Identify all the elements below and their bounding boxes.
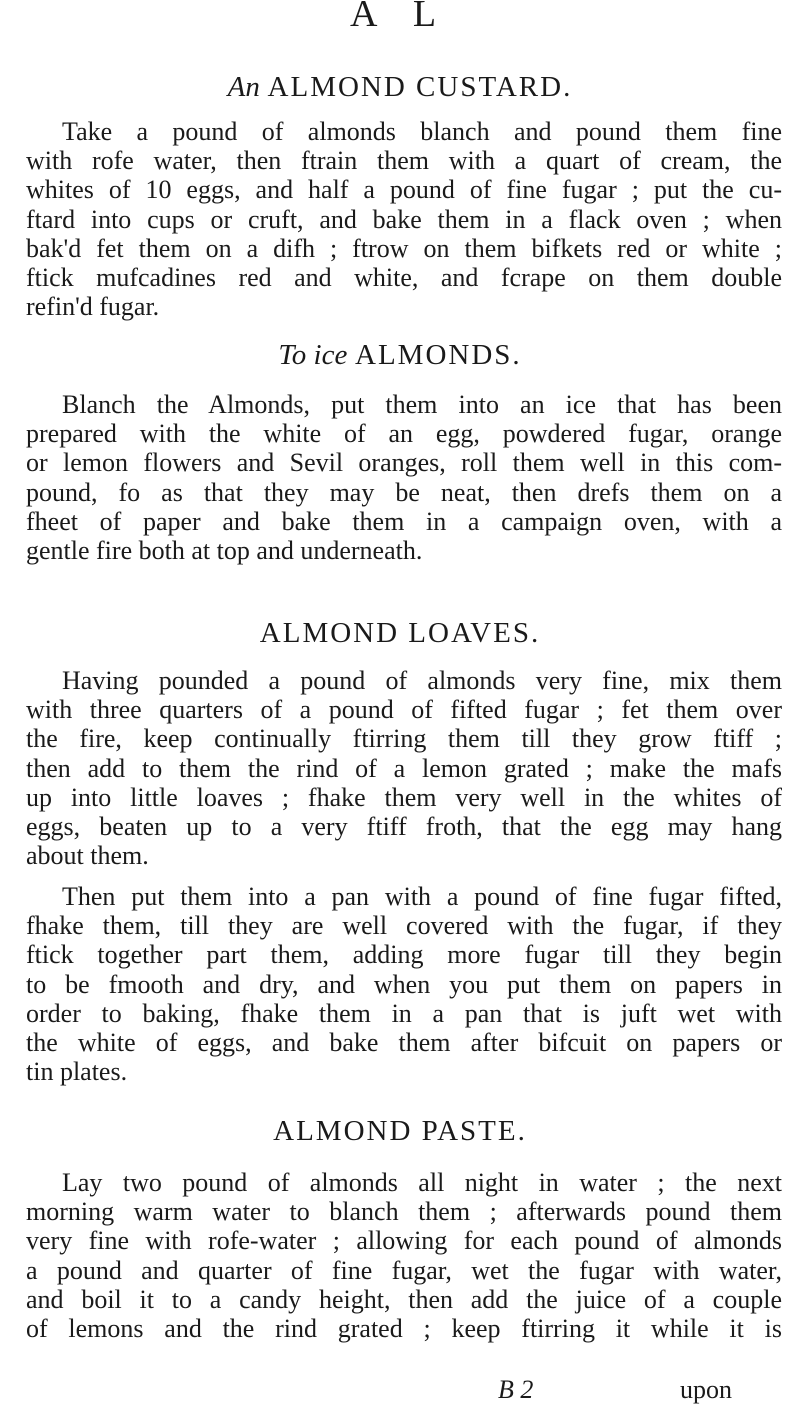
text-line: whites of 10 eggs, and half a pound of fine fugar ; put the cu- xyxy=(26,175,782,205)
paragraph-almond-loaves-1 xyxy=(26,666,782,870)
text-line: pound, fo as that they may be neat, then drefs them on a xyxy=(26,477,782,507)
text-line: the fire, keep continually ftirring them till they grow ftiff ; xyxy=(26,724,782,754)
text-line: Then put them into a pan with a pound of fine fugar fifted, xyxy=(62,882,782,911)
text-line: then add to them the rind of a lemon grated ; make the mafs xyxy=(26,753,782,783)
text-line: very fine with rofe-water ; allowing for each pound of almonds xyxy=(26,1226,782,1256)
catchword: upon xyxy=(680,1375,732,1404)
text-line: up into little loaves ; fhake them very well in the whites of xyxy=(26,782,782,812)
title-italic: An xyxy=(227,71,260,103)
section-title-almond-loaves: ALMOND LOAVES. xyxy=(259,617,541,649)
text-line: a pound and quarter of fine fugar, wet the fugar with water, xyxy=(26,1255,782,1285)
paragraph-almond-custard xyxy=(26,117,782,321)
running-head: A L xyxy=(349,0,451,35)
text-line: ftick mufcadines red and white, and fcrape on them double xyxy=(26,263,782,293)
text-line: tin plates. xyxy=(26,1057,128,1087)
text-line: morning warm water to blanch them ; afterwards pound them xyxy=(26,1197,782,1227)
paragraph-to-ice-almonds xyxy=(26,390,782,565)
text-line: fhake them, till they are well covered with the fugar, if they xyxy=(26,911,782,941)
text-line: about them. xyxy=(26,841,149,871)
text-line: the white of eggs, and bake them after bifcuit on papers or xyxy=(26,1028,782,1058)
text-line: with three quarters of a pound of fifted fugar ; fet them over xyxy=(26,695,782,725)
text-line: ftard into cups or cruft, and bake them in a flack oven ; when xyxy=(26,204,782,234)
text-line: ftick together part them, adding more fugar till they begin xyxy=(26,940,782,970)
text-line: refin'd fugar. xyxy=(26,292,160,322)
text-line: gentle fire both at top and underneath. xyxy=(26,536,423,566)
text-line: with rofe water, then ftrain them with a quart of cream, the xyxy=(26,146,782,176)
text-line: bak'd fet them on a difh ; ftrow on them bifkets red or white ; xyxy=(26,233,782,263)
text-line: to be fmooth and dry, and when you put them on papers in xyxy=(26,969,782,999)
title-text: ALMOND CUSTARD. xyxy=(267,71,573,103)
text-line: of lemons and the rind grated ; keep ftirring it while it is xyxy=(26,1314,782,1344)
text-line: Lay two pound of almonds all night in water ; the next xyxy=(62,1168,782,1197)
text-line: or lemon flowers and Sevil oranges, roll them well in this com- xyxy=(26,448,782,478)
signature-mark: B 2 xyxy=(498,1375,534,1404)
section-title-to-ice-almonds xyxy=(0,338,800,372)
text-line: fheet of paper and bake them in a campaign oven, with a xyxy=(26,506,782,536)
text-line: prepared with the white of an egg, powdered fugar, orange xyxy=(26,419,782,449)
title-text: ALMONDS. xyxy=(355,339,522,371)
section-title-almond-paste: ALMOND PASTE. xyxy=(273,1115,527,1147)
title-italic: To ice xyxy=(278,339,348,371)
text-line: and boil it to a candy height, then add the juice of a couple xyxy=(26,1284,782,1314)
text-line: eggs, beaten up to a very ftiff froth, that the egg may hang xyxy=(26,812,782,842)
paragraph-almond-loaves-2 xyxy=(26,882,782,1086)
section-title-almond-custard xyxy=(0,70,800,104)
text-line: order to baking, fhake them in a pan that is juft wet with xyxy=(26,998,782,1028)
text-line: Take a pound of almonds blanch and pound them fine xyxy=(62,117,782,146)
paragraph-almond-paste xyxy=(26,1168,782,1343)
text-line: Blanch the Almonds, put them into an ice that has been xyxy=(62,390,782,419)
text-line: Having pounded a pound of almonds very fine, mix them xyxy=(62,666,782,695)
